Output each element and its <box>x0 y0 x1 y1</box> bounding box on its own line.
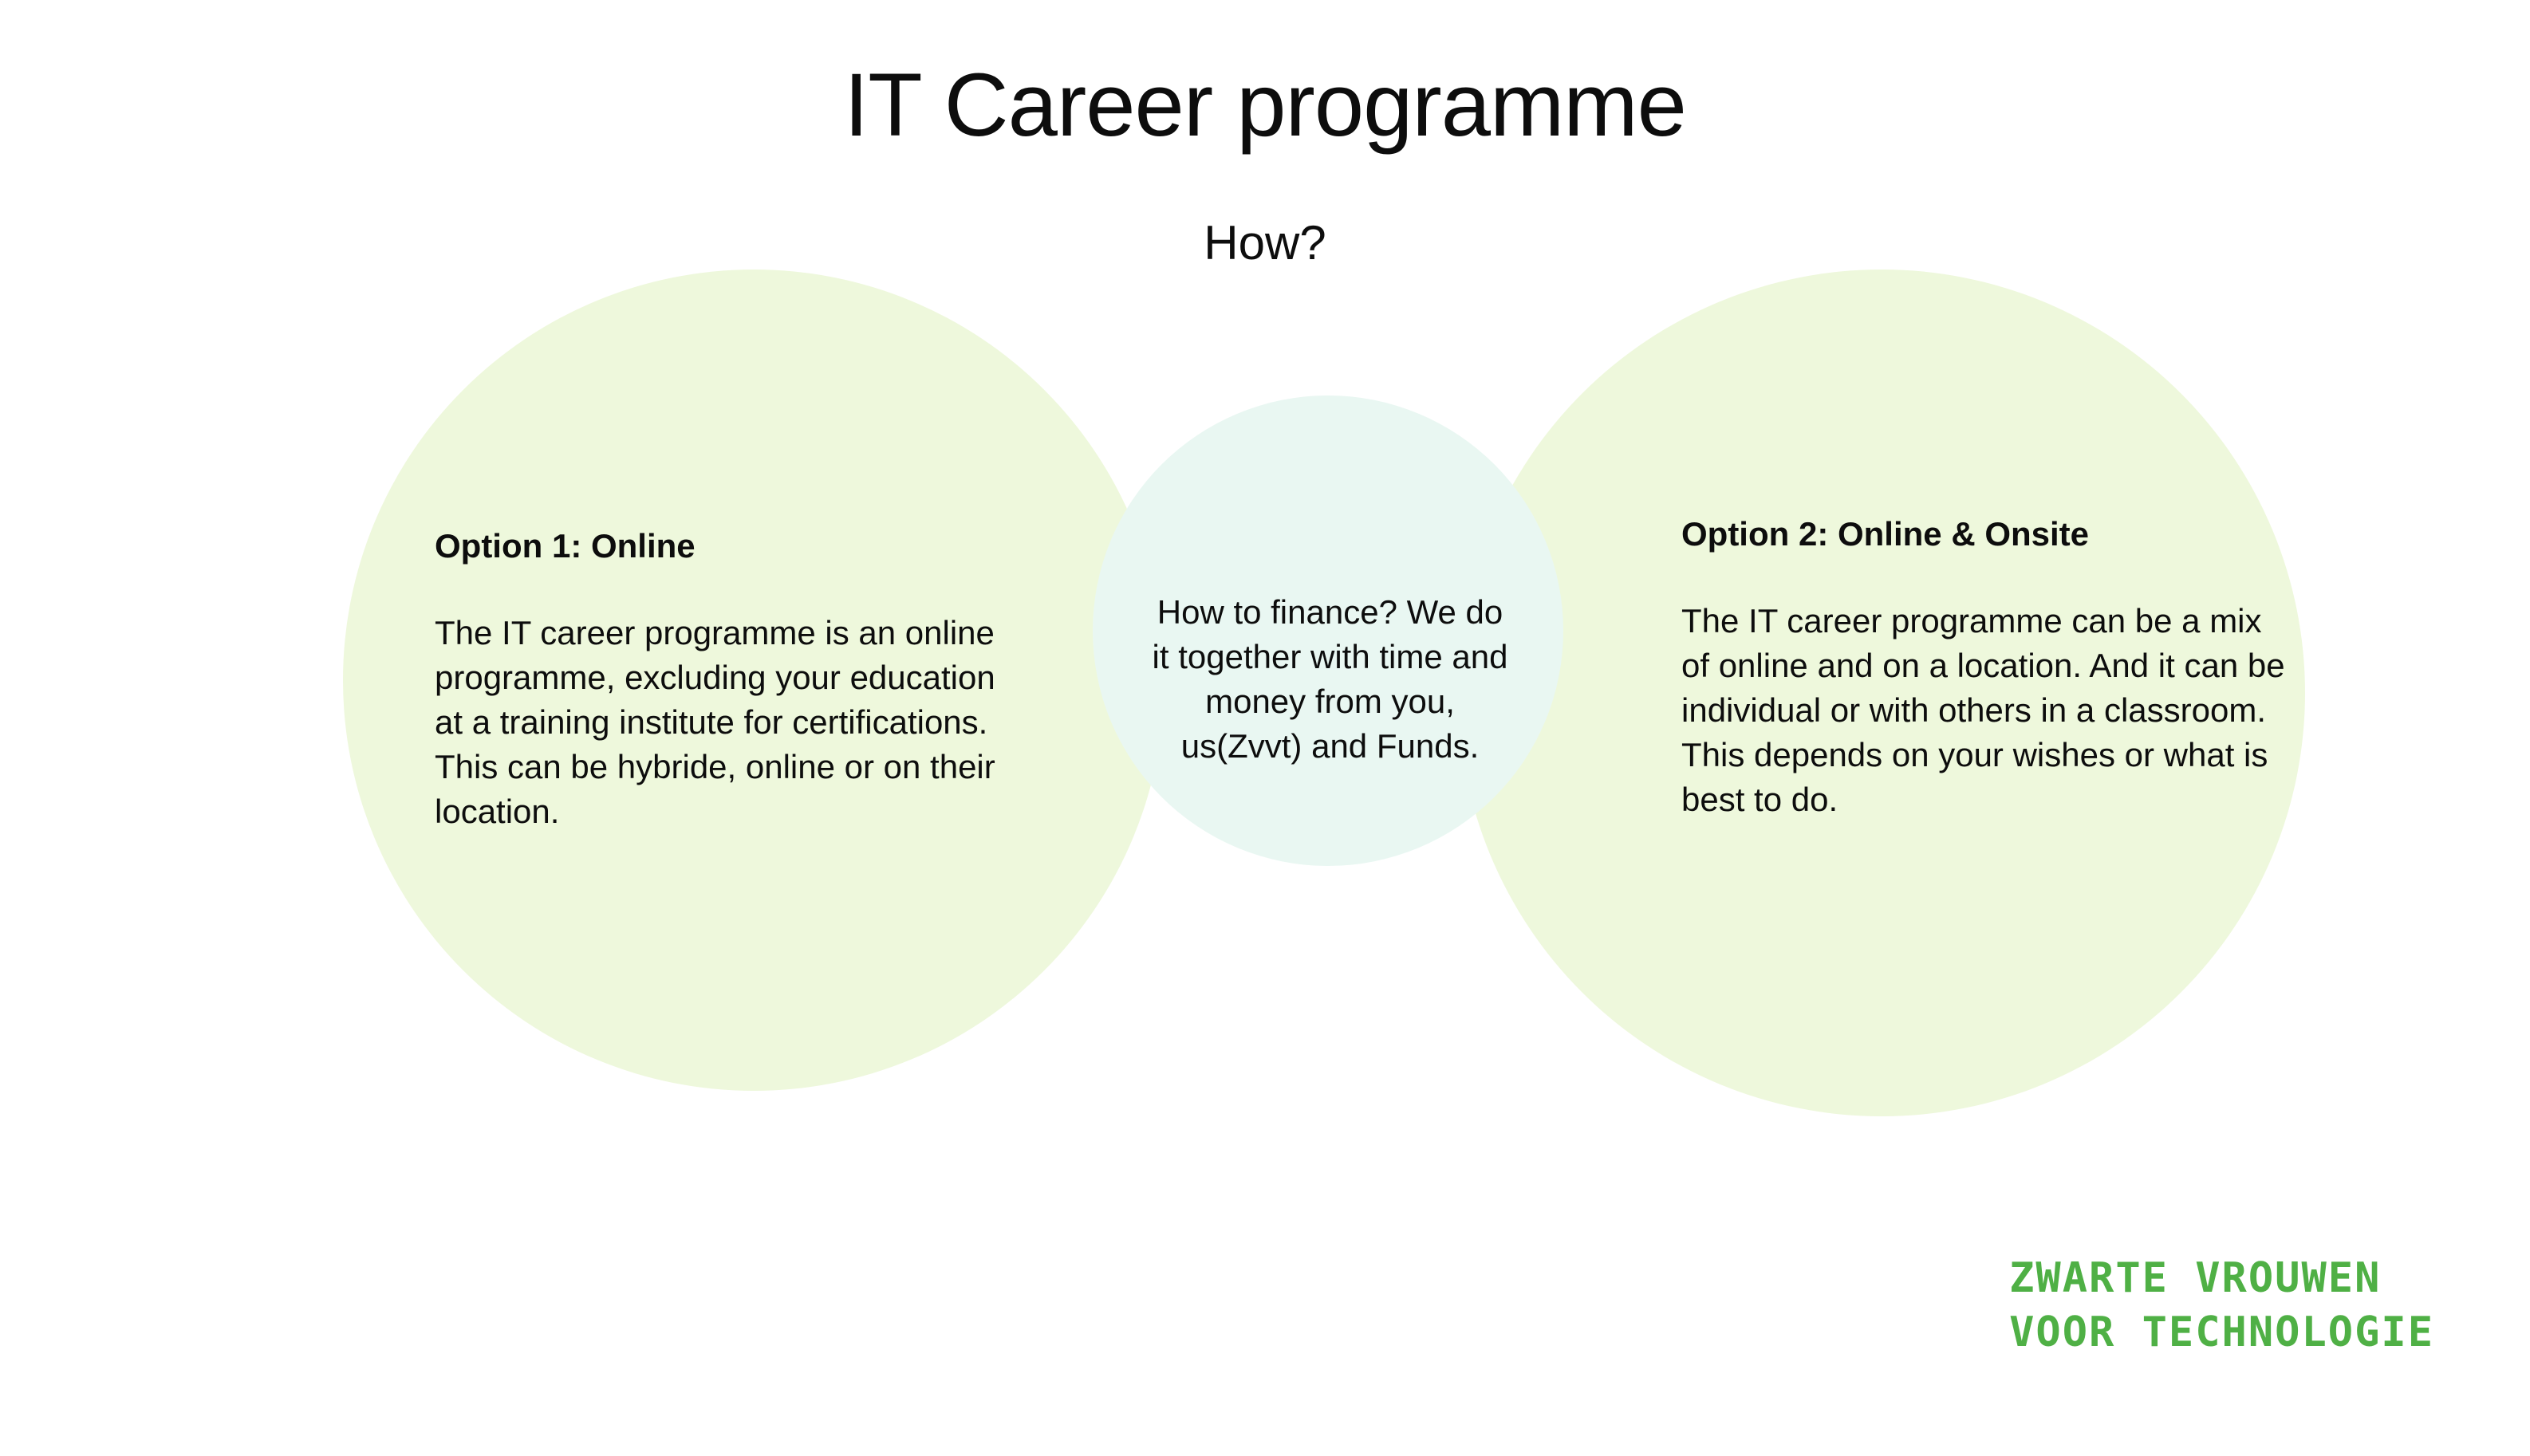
left-circle-content <box>435 526 1017 834</box>
option-2-body: The IT career programme can be a mix of online and on a location. And it can be individual or with others in a classroom. This depends on your wishes or what is best to do. <box>1681 602 2285 818</box>
option-1-body: The IT career programme is an online programme, excluding your education at a training institute for certifications. This can be hybride, online or on their location. <box>435 614 995 830</box>
option-1-heading: Option 1: Online <box>435 527 696 565</box>
center-circle-content <box>1149 590 1511 768</box>
page-subtitle: How? <box>1204 216 1326 270</box>
logo-line-2: VOOR TECHNOLOGIE <box>2009 1308 2434 1357</box>
logo-line-1: ZWARTE VROUWEN <box>2009 1253 2382 1302</box>
page-title: IT Career programme <box>844 55 1686 155</box>
option-2-heading: Option 2: Online & Onsite <box>1681 515 2090 553</box>
right-circle-content <box>1681 514 2288 822</box>
finance-body: How to finance? We do it together with time and money from you, us(Zvvt) and Funds. <box>1152 593 1508 765</box>
organization-logo <box>2009 1251 2434 1360</box>
